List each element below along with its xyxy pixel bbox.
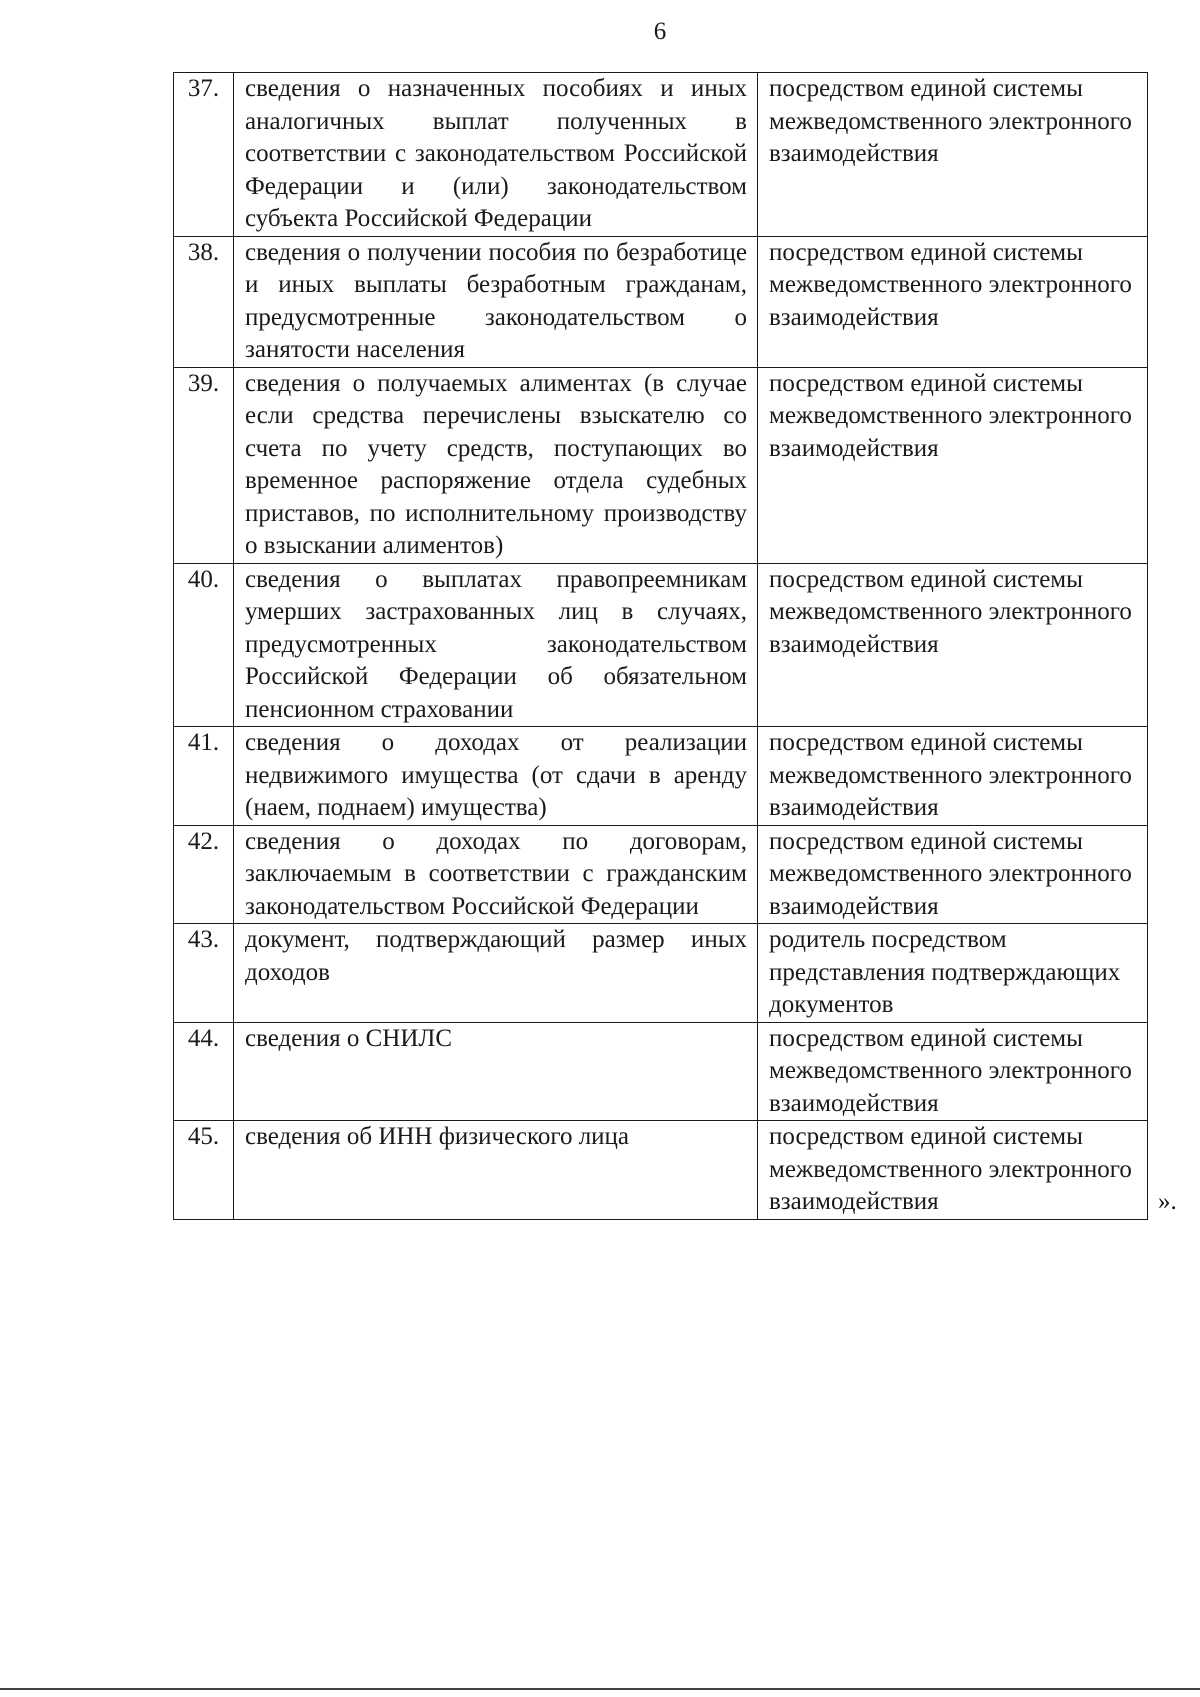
row-description: сведения об ИНН физического лица bbox=[234, 1121, 758, 1220]
row-number: 40. bbox=[174, 563, 234, 727]
row-description: сведения о получаемых алиментах (в случае если средства перечислены взыскателю со счета по учету средств, поступающих во временное распоряжение отдела судебных приставов, по исполнительному производству о взыскании алиментов) bbox=[234, 367, 758, 563]
closing-quote-mark: ». bbox=[1158, 1188, 1177, 1215]
row-number: 44. bbox=[174, 1022, 234, 1121]
table-row bbox=[174, 825, 1148, 924]
table-row bbox=[174, 1121, 1148, 1220]
row-number: 43. bbox=[174, 924, 234, 1023]
row-method: посредством единой системы межведомственного электронного взаимодействия bbox=[758, 73, 1148, 237]
row-number: 45. bbox=[174, 1121, 234, 1220]
row-description: документ, подтверждающий размер иных доходов bbox=[234, 924, 758, 1023]
page-number: 6 bbox=[653, 18, 667, 45]
row-description: сведения о назначенных пособиях и иных аналогичных выплат полученных в соответствии с законодательством Российской Федерации и (или) законодательством субъекта Российской Федерации bbox=[234, 73, 758, 237]
table-row bbox=[174, 924, 1148, 1023]
row-number: 38. bbox=[174, 236, 234, 367]
row-description: сведения о доходах по договорам, заключаемым в соответствии с гражданским законодательством Российской Федерации bbox=[234, 825, 758, 924]
row-method: посредством единой системы межведомственного электронного взаимодействия bbox=[758, 1022, 1148, 1121]
row-method: посредством единой системы межведомственного электронного взаимодействия bbox=[758, 825, 1148, 924]
table-row bbox=[174, 236, 1148, 367]
table-row bbox=[174, 1022, 1148, 1121]
row-method: посредством единой системы межведомственного электронного взаимодействия bbox=[758, 367, 1148, 563]
table-row bbox=[174, 727, 1148, 826]
row-description: сведения о получении пособия по безработице и иных выплаты безработным гражданам, предусмотренные законодательством о занятости населения bbox=[234, 236, 758, 367]
row-method: родитель посредством представления подтверждающих документов bbox=[758, 924, 1148, 1023]
row-method: посредством единой системы межведомственного электронного взаимодействия bbox=[758, 236, 1148, 367]
row-method: посредством единой системы межведомственного электронного взаимодействия bbox=[758, 727, 1148, 826]
table-row bbox=[174, 367, 1148, 563]
bottom-rule bbox=[0, 1688, 1200, 1690]
row-description: сведения о СНИЛС bbox=[234, 1022, 758, 1121]
row-method: посредством единой системы межведомственного электронного взаимодействия bbox=[758, 563, 1148, 727]
row-description: сведения о выплатах правопреемникам умерших застрахованных лиц в случаях, предусмотренных законодательством Российской Федерации об обязательном пенсионном страховании bbox=[234, 563, 758, 727]
row-number: 41. bbox=[174, 727, 234, 826]
row-number: 42. bbox=[174, 825, 234, 924]
table-row bbox=[174, 563, 1148, 727]
row-description: сведения о доходах от реализации недвижимого имущества (от сдачи в аренду (наем, поднаем) имущества) bbox=[234, 727, 758, 826]
documents-table bbox=[173, 72, 1148, 1220]
row-method: посредством единой системы межведомственного электронного взаимодействия bbox=[758, 1121, 1148, 1220]
row-number: 37. bbox=[174, 73, 234, 237]
table-row bbox=[174, 73, 1148, 237]
row-number: 39. bbox=[174, 367, 234, 563]
